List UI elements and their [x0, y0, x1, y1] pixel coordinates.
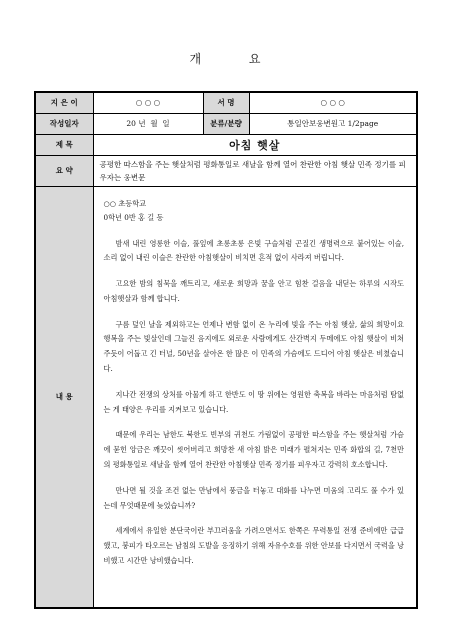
summary-label: 요 약 — [35, 155, 93, 186]
date-row — [35, 113, 417, 134]
date-label: 작성일자 — [35, 113, 93, 134]
paragraph: 때문에 우리는 남한도 북한도 빈부의 귀천도 가림없이 공평한 따스함을 주는 햇살처럼 가슴에 묻힌 앙금은 깨끗이 씻어버리고 희망찬 새 아침 밝은 미래가 펼쳐지는 민족 화합의 길, 7천만의 평화통일로 새날을 함께 열어 찬란한 아침햇살 민족 정기를 피우자고 강력히 호소합니다. — [103, 430, 404, 470]
content-body — [93, 186, 417, 608]
summary-row — [35, 155, 417, 186]
category-label: 분류/분량 — [203, 113, 249, 134]
overview-form-table — [34, 91, 418, 609]
content-row — [35, 186, 417, 608]
category-value: 통일안보웅변원고 1/2page — [249, 113, 417, 134]
reviewer-label: 서 명 — [203, 92, 249, 113]
summary-value: 공평한 따스함을 주는 햇살처럼 평화통일로 새날을 함께 열어 찬란한 아침 햇살 민족 정기를 피우자는 웅변문 — [93, 155, 417, 186]
page-title: 개 요 — [189, 52, 283, 66]
paragraph: 구름 덮인 날을 제외하고는 언제나 변함 없이 온 누리에 빛을 주는 아침 햇살, 삶의 희망이요 행복을 주는 빛살인데 그늘진 음지에도 외로운 사람에게도 산간벽지 두메에도 아침 햇살이 비쳐주듯이 어둡고 긴 터널, 50년을 살아온 한 많은 이 민족의 가슴에도 드디어 아침 햇살은 비쳤습니다. — [103, 319, 404, 374]
paragraph: 세계에서 유일한 분단국이란 부끄러움을 가려으면서도 한쪽은 무력통일 전쟁 준비에만 급급했고, 붕피가 타오르는 남침의 도발을 응징하기 위해 자유수호를 위한 안보를 다지면서 국력을 낭비했고 시간만 낭비했습니다. — [103, 526, 404, 566]
paragraph: 지나간 전쟁의 상처를 아물게 하고 한반도 이 땅 위에는 영원한 축복을 바라는 마음처럼 탐없는 게 태양은 우리를 지켜보고 있습니다. — [103, 389, 404, 414]
paragraph: 만나면 될 것을 조건 없는 만남에서 풍금을 터놓고 대화를 나누면 미움의 고리도 풀 수가 있는데 무엇때문에 늦었습니까? — [103, 485, 404, 510]
author-value: ○ ○ ○ — [93, 92, 203, 113]
subject-row — [35, 134, 417, 155]
student-name: 0학년 0반 홍 길 동 — [103, 212, 164, 222]
paragraph: 고요한 밤의 침묵을 깨트리고, 새로운 희망과 꿈을 안고 힘찬 걸음을 내딛는 하루의 시작도 아침햇살과 함께 합니다. — [103, 279, 404, 303]
author-label: 지 은 이 — [35, 92, 93, 113]
reviewer-value: ○ ○ ○ — [249, 92, 417, 113]
date-value: 20 년 월 일 — [93, 113, 203, 134]
author-row — [35, 92, 417, 113]
paragraph: 밤새 내린 영롱한 이슬, 풀잎에 초롱초롱 은빛 구슬처럼 곤질긴 생명력으로 붙어있는 이슬, 소리 없이 내린 이슬은 찬란한 아침햇살이 비치면 흔적 없이 사라져 버립니다. — [103, 238, 404, 263]
subject-value: 아침 햇살 — [93, 134, 417, 155]
content-label: 내 용 — [35, 186, 93, 608]
school-name: ○○ 초등학교 — [103, 198, 147, 208]
subject-label: 제 목 — [35, 134, 93, 155]
